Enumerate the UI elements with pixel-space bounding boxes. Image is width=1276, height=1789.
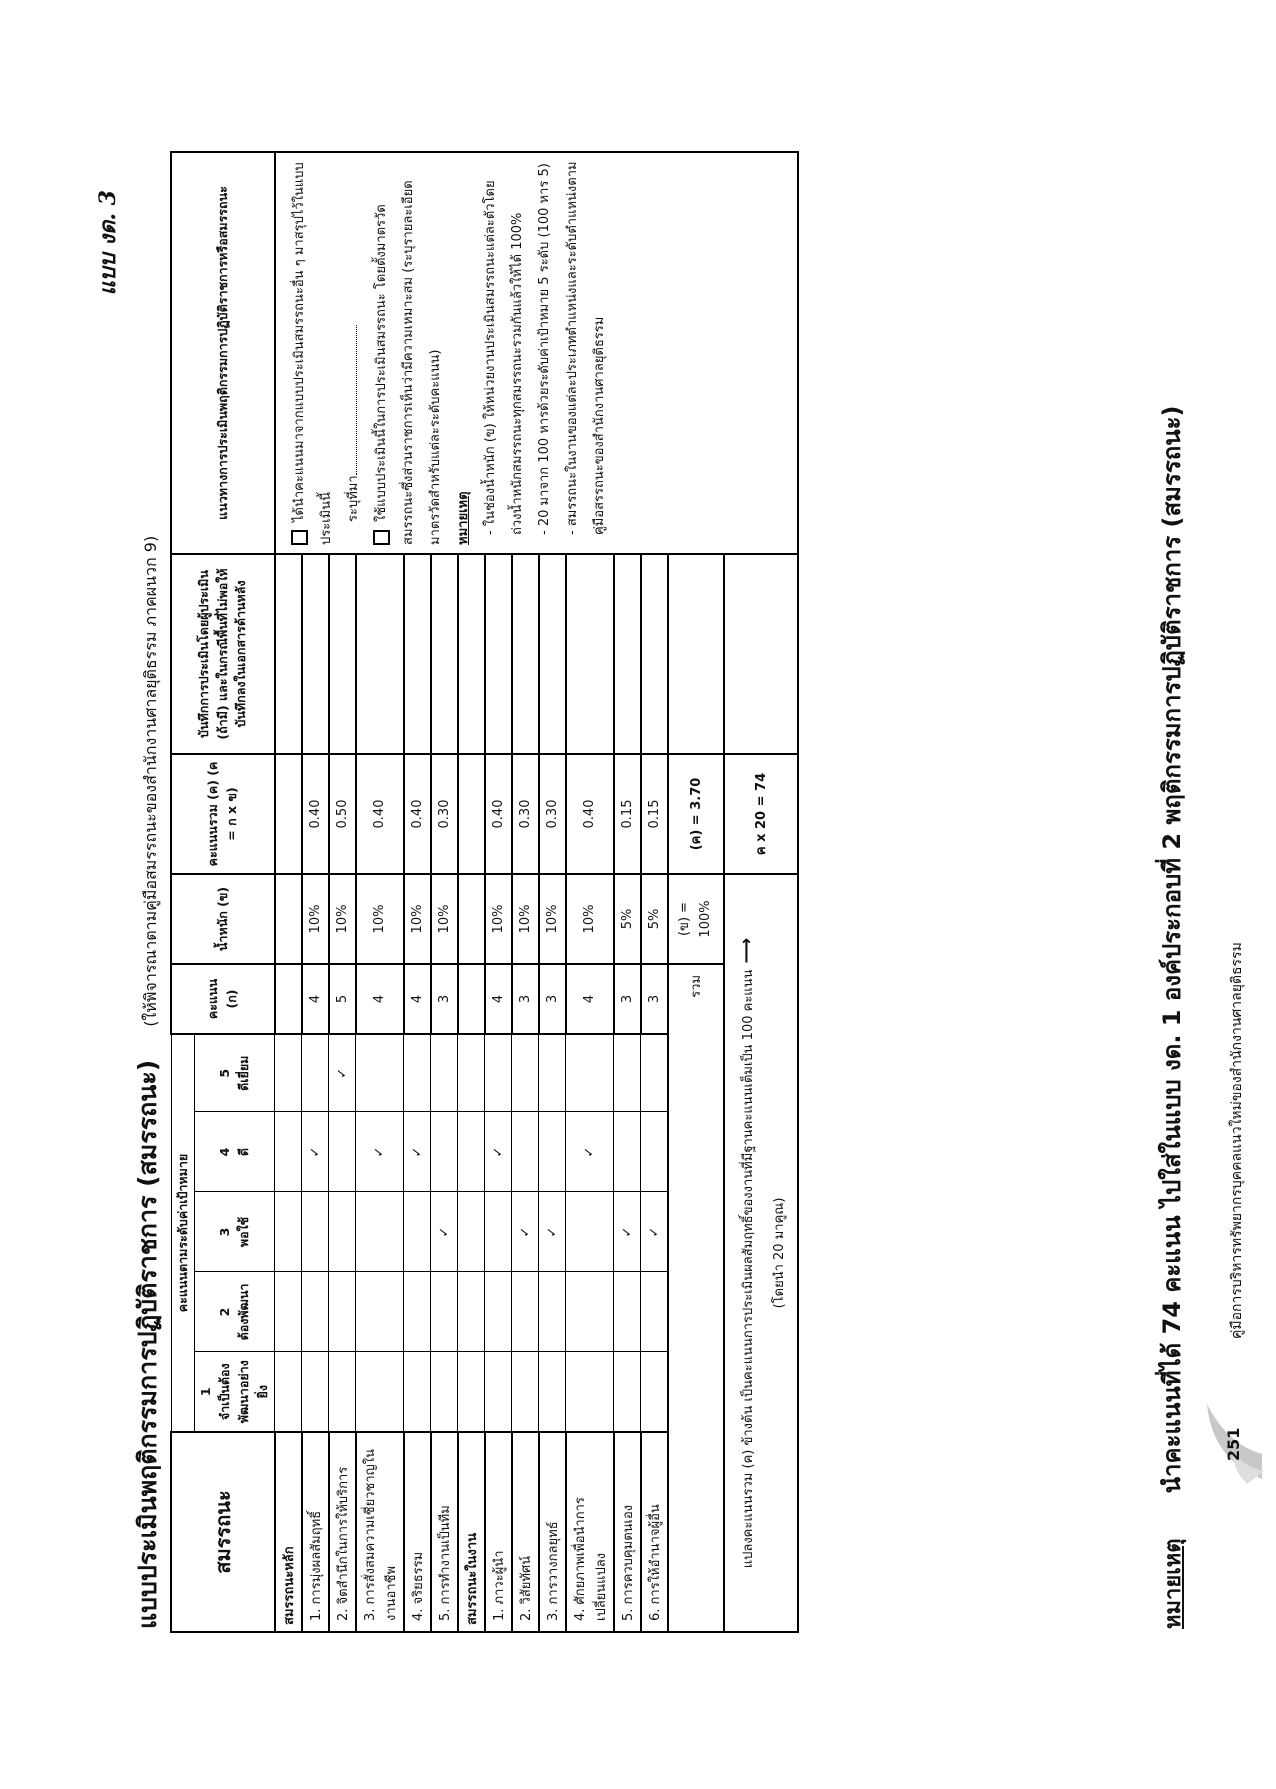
weight-cell: 10% <box>329 874 356 964</box>
competency-label: 5. การควบคุมตนเอง <box>614 1432 641 1632</box>
level-5-cell[interactable] <box>329 1034 356 1112</box>
header-score: คะแนน (ก) <box>171 964 275 1034</box>
level-number: 2 <box>217 1307 232 1317</box>
level-5-cell[interactable] <box>404 1034 431 1112</box>
level-4-cell[interactable] <box>614 1112 641 1192</box>
note-text: 20 มาจาก 100 หารด้วยระดับค่าเป้าหมาย 5 ระดับ (100 หาร 5) <box>537 163 553 527</box>
competency-label: 2. จิตสำนึกในการให้บริการ <box>329 1432 356 1632</box>
form-code: แบบ งด. 3 <box>95 190 121 296</box>
empty-level-cell <box>275 1352 302 1432</box>
level-3-cell[interactable] <box>329 1192 356 1272</box>
header-level-4 <box>195 1112 275 1192</box>
weight-cell: 10% <box>539 874 566 964</box>
check-mark-icon: ✓ <box>307 1146 323 1158</box>
level-2-cell[interactable] <box>512 1272 539 1352</box>
page-subtitle: (ให้พิจารณาตามคู่มือสมรรถนะของสำนักงานศาลยุติธรรม ภาคผนวก 9) <box>141 535 160 1027</box>
level-5-cell[interactable] <box>485 1034 512 1112</box>
total-cell: 0.40 <box>485 754 512 874</box>
empty-cell <box>275 964 302 1034</box>
checkbox-option-1[interactable] <box>291 530 308 545</box>
level-1-cell[interactable] <box>641 1352 668 1432</box>
level-4-cell[interactable] <box>485 1112 512 1192</box>
page-title: แบบประเมินพฤติกรรมการปฏิบัติราชการ (สมรรถนะ) <box>133 1059 162 1629</box>
score-cell: 4 <box>302 964 329 1034</box>
level-1-cell[interactable] <box>329 1352 356 1432</box>
competency-label: 4. ศักยภาพเพื่อนำการเปลี่ยนแปลง <box>566 1432 614 1632</box>
conversion-description: แปลงคะแนนรวม (ค) ข้างต้น เป็นคะแนนการประเมินผลสัมฤทธิ์ของงานที่มีฐานคะแนนเต็มเป็น 100 คะแนน <box>740 969 756 1569</box>
check-mark-icon: ✓ <box>409 1146 425 1158</box>
level-1-cell[interactable] <box>356 1352 404 1432</box>
competency-label: 3. การสั่งสมความเชี่ยวชาญในงานอาชีพ <box>356 1432 404 1632</box>
level-4-cell[interactable] <box>356 1112 404 1192</box>
level-3-cell[interactable] <box>485 1192 512 1272</box>
level-3-cell[interactable] <box>431 1192 458 1272</box>
note-item: - 20 มาจาก 100 หารด้วยระดับค่าเป้าหมาย 5 ระดับ (100 หาร 5) <box>537 163 553 535</box>
weight-cell: 10% <box>512 874 539 964</box>
record-cell[interactable] <box>329 554 356 754</box>
source-fill-line[interactable] <box>356 325 357 475</box>
section-row <box>275 152 302 1632</box>
level-3-cell[interactable] <box>539 1192 566 1272</box>
empty-level-cell <box>275 1272 302 1352</box>
footer-text: คู่มือการบริหารทรัพยากรบุคคลแนวใหม่ของสำนักงานศาลยุติธรรม <box>1229 942 1245 1339</box>
conversion-text <box>724 874 798 1632</box>
conversion-note: (โดยนำ 20 มาคูณ) <box>772 1197 788 1309</box>
check-mark-icon: ✓ <box>544 1226 560 1238</box>
empty-cell <box>724 554 798 754</box>
score-cell: 3 <box>641 964 668 1034</box>
level-5-cell[interactable] <box>566 1034 614 1112</box>
empty-cell <box>275 874 302 964</box>
sum-label: รวม <box>668 964 724 1632</box>
level-label: ดีเยี่ยม <box>235 1055 251 1091</box>
level-1-cell[interactable] <box>404 1352 431 1432</box>
level-2-cell[interactable] <box>404 1272 431 1352</box>
level-number: 5 <box>217 1068 232 1078</box>
total-cell: 0.30 <box>512 754 539 874</box>
level-2-cell[interactable] <box>431 1272 458 1352</box>
level-5-cell[interactable] <box>356 1034 404 1112</box>
level-label: จำเป็นต้องพัฒนาอย่างยิ่ง <box>217 1360 270 1424</box>
level-2-cell[interactable] <box>485 1272 512 1352</box>
header-level-1 <box>195 1352 275 1432</box>
competency-label: 3. การวางกลยุทธ์ <box>539 1432 566 1632</box>
score-cell: 4 <box>404 964 431 1034</box>
level-2-cell[interactable] <box>356 1272 404 1352</box>
option-1-text: ได้นำคะแนนมาจากแบบประเมินสมรรถนะอื่น ๆ มาสรุปไว้ในแบบประเมินนี้ <box>291 162 335 545</box>
total-cell: 0.40 <box>404 754 431 874</box>
level-5-cell[interactable] <box>431 1034 458 1112</box>
record-cell[interactable] <box>356 554 404 754</box>
empty-cell <box>668 554 724 754</box>
total-cell: 0.30 <box>539 754 566 874</box>
level-5-cell[interactable] <box>641 1034 668 1112</box>
note-text: สมรรถนะในงานของแต่ละประเภทตำแหน่งและระดับตำแหน่งตามคู่มือสรรถนะของสำนักงานศาลยุติธรรม <box>564 161 608 535</box>
bottom-remark-text: นำคะแนนที่ได้ 74 คะแนน ไปใส่ในแบบ งด. 1 องค์ประกอบที่ 2 พฤติกรรมการปฏิบัติราชการ (สมรรถนะ) <box>1158 405 1186 1494</box>
score-cell: 3 <box>614 964 641 1034</box>
level-4-cell[interactable] <box>539 1112 566 1192</box>
arrow-right-icon: ⟶ <box>735 937 757 964</box>
level-1-cell[interactable] <box>614 1352 641 1432</box>
weight-cell: 5% <box>641 874 668 964</box>
level-4-cell[interactable] <box>566 1112 614 1192</box>
conversion-result: ค x 20 = 74 <box>724 754 798 874</box>
empty-cell <box>458 754 485 874</box>
level-4-cell[interactable] <box>329 1112 356 1192</box>
header-method: แนวทางการประเมินพฤติกรรมการปฏิบัติราชการหรือสมรรถนะ <box>171 152 275 554</box>
level-1-cell[interactable] <box>431 1352 458 1432</box>
total-cell: 0.40 <box>302 754 329 874</box>
empty-level-cell <box>275 1192 302 1272</box>
check-mark-icon: ✓ <box>334 1067 350 1079</box>
level-4-cell[interactable] <box>404 1112 431 1192</box>
level-3-cell[interactable] <box>641 1192 668 1272</box>
empty-cell <box>458 874 485 964</box>
competency-label: 5. การทำงานเป็นทีม <box>431 1432 458 1632</box>
checkbox-option-2[interactable] <box>373 530 390 545</box>
record-cell[interactable] <box>512 554 539 754</box>
option-1-source-label: ระบุที่มา <box>346 475 362 522</box>
title-row <box>128 179 168 1629</box>
total-cell: 0.40 <box>356 754 404 874</box>
weight-cell: 5% <box>614 874 641 964</box>
level-5-cell[interactable] <box>614 1034 641 1112</box>
level-1-cell[interactable] <box>302 1352 329 1432</box>
competency-label: 1. ภาวะผู้นำ <box>485 1432 512 1632</box>
level-label: ดี <box>235 1147 251 1157</box>
option-2-text: ใช้แบบประเมินนี้ในการประเมินสมรรถนะ โดยตั้งมาตรวัดสมรรถนะซึ่งส่วนราชการเห็นว่ามีความเหมาะสม (ระบุรายละเอียดมาตรวัดสำหรับแต่ละระดับคะแนน) <box>373 180 444 545</box>
level-1-cell[interactable] <box>485 1352 512 1432</box>
level-2-cell[interactable] <box>566 1272 614 1352</box>
total-cell: 0.15 <box>641 754 668 874</box>
record-cell[interactable] <box>614 554 641 754</box>
level-1-cell[interactable] <box>539 1352 566 1432</box>
weight-cell: 10% <box>302 874 329 964</box>
header-level-2 <box>195 1272 275 1352</box>
level-2-cell[interactable] <box>539 1272 566 1352</box>
score-cell: 3 <box>539 964 566 1034</box>
level-3-cell[interactable] <box>404 1192 431 1272</box>
score-cell: 4 <box>485 964 512 1034</box>
score-cell: 3 <box>431 964 458 1034</box>
total-cell: 0.50 <box>329 754 356 874</box>
note-item: - สมรรถนะในงานของแต่ละประเภทตำแหน่งและระดับตำแหน่งตามคู่มือสรรถนะของสำนักงานศาลยุติธรรม <box>564 161 608 535</box>
empty-level-cell <box>458 1352 485 1432</box>
notes-heading: หมายเหตุ <box>455 491 471 545</box>
weight-total-value: 100% <box>697 900 713 938</box>
level-2-cell[interactable] <box>614 1272 641 1352</box>
empty-cell <box>275 754 302 874</box>
bottom-remark-label: หมายเหตุ <box>1161 1538 1186 1629</box>
option-1-source <box>340 161 367 545</box>
total-cell: 0.15 <box>614 754 641 874</box>
record-cell[interactable] <box>431 554 458 754</box>
header-total: คะแนนรวม (ค) (ค = ก x ข) <box>171 754 275 874</box>
level-4-cell[interactable] <box>431 1112 458 1192</box>
section-title: สมรรถนะหลัก <box>275 1432 302 1632</box>
level-3-cell[interactable] <box>614 1192 641 1272</box>
competency-label: 2. วิสัยทัศน์ <box>512 1432 539 1632</box>
level-label: พอใช้ <box>235 1216 251 1248</box>
check-mark-icon: ✓ <box>436 1226 452 1238</box>
check-mark-icon: ✓ <box>619 1226 635 1238</box>
record-cell[interactable] <box>539 554 566 754</box>
empty-level-cell <box>275 1112 302 1192</box>
page-footer <box>1210 389 1270 1489</box>
record-cell[interactable] <box>302 554 329 754</box>
empty-level-cell <box>458 1112 485 1192</box>
level-3-cell[interactable] <box>512 1192 539 1272</box>
score-cell: 3 <box>512 964 539 1034</box>
record-cell[interactable] <box>404 554 431 754</box>
level-3-cell[interactable] <box>302 1192 329 1272</box>
check-mark-icon: ✓ <box>372 1146 388 1158</box>
level-3-cell[interactable] <box>356 1192 404 1272</box>
level-5-cell[interactable] <box>302 1034 329 1112</box>
check-mark-icon: ✓ <box>517 1226 533 1238</box>
weight-cell: 10% <box>356 874 404 964</box>
level-4-cell[interactable] <box>302 1112 329 1192</box>
check-mark-icon: ✓ <box>490 1146 506 1158</box>
level-number: 4 <box>217 1147 232 1157</box>
level-1-cell[interactable] <box>512 1352 539 1432</box>
total-cell: 0.40 <box>566 754 614 874</box>
evaluation-table <box>170 151 799 1633</box>
check-mark-icon: ✓ <box>582 1146 598 1158</box>
weight-total <box>668 874 724 964</box>
empty-cell <box>458 964 485 1034</box>
header-rating-group: คะแนนตามระดับค่าเป้าหมาย <box>171 1034 195 1432</box>
level-4-cell[interactable] <box>641 1112 668 1192</box>
level-3-cell[interactable] <box>566 1192 614 1272</box>
header-weight: น้ำหนัก (ข) <box>171 874 275 964</box>
level-label: ต้องพัฒนา <box>235 1283 251 1341</box>
level-1-cell[interactable] <box>566 1352 614 1432</box>
empty-level-cell <box>275 1034 302 1112</box>
method-notes <box>275 152 798 554</box>
level-number: 3 <box>217 1227 232 1237</box>
competency-label: 6. การให้อำนาจผู้อื่น <box>641 1432 668 1632</box>
score-cell: 4 <box>566 964 614 1034</box>
note-item: - ในช่องน้ำหนัก (ข) ให้หน่วยงานประเมินสมรรถนะแต่ละตัวโดยถ่วงน้ำหนักสมรรถนะทุกสมรรถนะรวมกันแล้วให้ได้ 100% <box>482 180 526 535</box>
level-number: 1 <box>198 1387 214 1397</box>
check-mark-icon: ✓ <box>646 1226 662 1238</box>
level-2-cell[interactable] <box>329 1272 356 1352</box>
weight-cell: 10% <box>485 874 512 964</box>
total-cell: 0.30 <box>431 754 458 874</box>
record-cell[interactable] <box>485 554 512 754</box>
option-2 <box>368 161 450 545</box>
bottom-remark <box>1152 149 1191 1629</box>
header-level-5 <box>195 1034 275 1112</box>
weight-cell: 10% <box>404 874 431 964</box>
empty-level-cell <box>458 1192 485 1272</box>
level-2-cell[interactable] <box>641 1272 668 1352</box>
record-cell[interactable] <box>566 554 614 754</box>
header-row-1 <box>171 152 195 1632</box>
header-level-3 <box>195 1192 275 1272</box>
score-cell: 5 <box>329 964 356 1034</box>
weight-cell: 10% <box>566 874 614 964</box>
empty-cell <box>275 554 302 754</box>
level-5-cell[interactable] <box>512 1034 539 1112</box>
section-title: สมรรถนะในงาน <box>458 1432 485 1632</box>
header-competency: สมรรถนะ <box>171 1432 275 1632</box>
note-text: ในช่องน้ำหนัก (ข) ให้หน่วยงานประเมินสมรรถนะแต่ละตัวโดยถ่วงน้ำหนักสมรรถนะทุกสมรรถนะรวมกันแล้วให้ได้ 100% <box>482 180 526 535</box>
score-cell: 4 <box>356 964 404 1034</box>
empty-level-cell <box>458 1034 485 1112</box>
level-4-cell[interactable] <box>512 1112 539 1192</box>
competency-label: 4. จริยธรรม <box>404 1432 431 1632</box>
empty-cell <box>458 554 485 754</box>
option-1 <box>286 161 341 545</box>
weight-total-label: (ข) = <box>676 901 692 937</box>
weight-cell: 10% <box>431 874 458 964</box>
header-record: บันทึกการประเมินโดยผู้ประเมิน (ถ้ามี) และในกรณีพื้นที่ไม่พอให้บันทึกลงในเอกสารด้านหลัง <box>171 554 275 754</box>
level-2-cell[interactable] <box>302 1272 329 1352</box>
score-total: (ค) = 3.70 <box>668 754 724 874</box>
empty-level-cell <box>458 1272 485 1352</box>
page-number: 251 <box>1224 1427 1243 1461</box>
level-5-cell[interactable] <box>539 1034 566 1112</box>
record-cell[interactable] <box>641 554 668 754</box>
competency-label: 1. การมุ่งผลสัมฤทธิ์ <box>302 1432 329 1632</box>
